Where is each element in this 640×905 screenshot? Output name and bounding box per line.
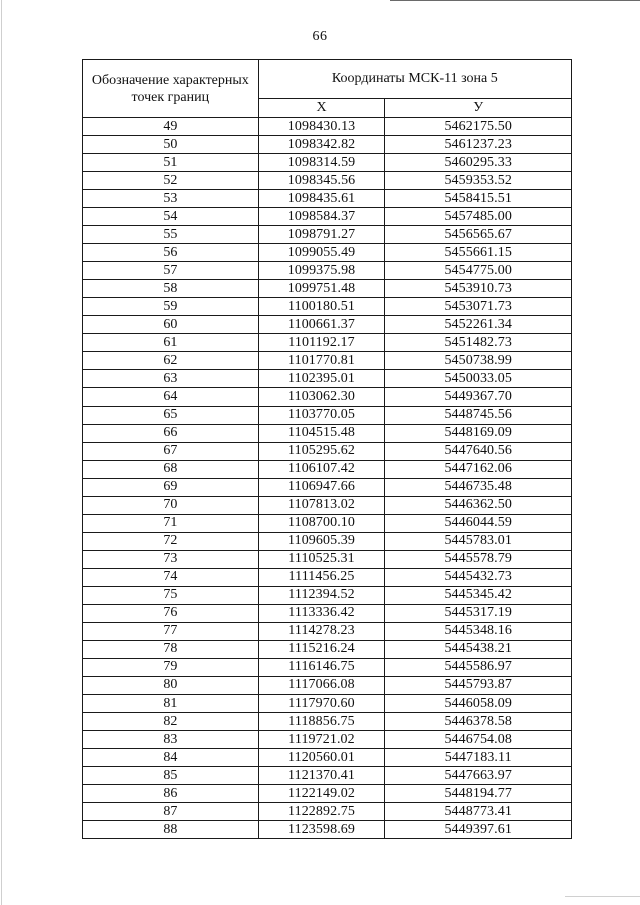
x-coordinate-cell: 1122892.75 (258, 803, 385, 821)
table-row (83, 172, 572, 190)
table-row (83, 731, 572, 749)
table-row (83, 622, 572, 640)
table-row (83, 713, 572, 731)
y-column-header: У (385, 98, 572, 117)
point-cell: 58 (83, 280, 259, 298)
table-row (83, 136, 572, 154)
y-coordinate-cell: 5461237.23 (385, 136, 572, 154)
table-row (83, 496, 572, 514)
y-coordinate-cell: 5451482.73 (385, 334, 572, 352)
table-row (83, 280, 572, 298)
x-coordinate-cell: 1118856.75 (258, 713, 385, 731)
point-cell: 77 (83, 622, 259, 640)
point-cell: 63 (83, 370, 259, 388)
table-row (83, 298, 572, 316)
point-cell: 88 (83, 821, 259, 839)
x-coordinate-cell: 1104515.48 (258, 424, 385, 442)
table-row (83, 568, 572, 586)
y-coordinate-cell: 5447183.11 (385, 749, 572, 767)
x-coordinate-cell: 1121370.41 (258, 767, 385, 785)
point-cell: 83 (83, 731, 259, 749)
x-coordinate-cell: 1103770.05 (258, 406, 385, 424)
y-coordinate-cell: 5445586.97 (385, 658, 572, 676)
point-cell: 78 (83, 640, 259, 658)
point-cell: 82 (83, 713, 259, 731)
table-row (83, 767, 572, 785)
y-coordinate-cell: 5448745.56 (385, 406, 572, 424)
x-coordinate-cell: 1116146.75 (258, 658, 385, 676)
point-cell: 74 (83, 568, 259, 586)
table-row (83, 460, 572, 478)
x-coordinate-cell: 1099751.48 (258, 280, 385, 298)
x-coordinate-cell: 1115216.24 (258, 640, 385, 658)
x-coordinate-cell: 1107813.02 (258, 496, 385, 514)
y-coordinate-cell: 5449367.70 (385, 388, 572, 406)
table-row (83, 352, 572, 370)
table-row (83, 604, 572, 622)
table-row (83, 785, 572, 803)
y-coordinate-cell: 5455661.15 (385, 244, 572, 262)
x-coordinate-cell: 1106947.66 (258, 478, 385, 496)
x-coordinate-cell: 1113336.42 (258, 604, 385, 622)
y-coordinate-cell: 5453071.73 (385, 298, 572, 316)
point-cell: 72 (83, 532, 259, 550)
y-coordinate-cell: 5445438.21 (385, 640, 572, 658)
table-row (83, 695, 572, 713)
y-coordinate-cell: 5453910.73 (385, 280, 572, 298)
x-coordinate-cell: 1100180.51 (258, 298, 385, 316)
scan-margin-line (1, 0, 2, 905)
point-cell: 62 (83, 352, 259, 370)
y-coordinate-cell: 5452261.34 (385, 316, 572, 334)
point-cell: 86 (83, 785, 259, 803)
y-coordinate-cell: 5448194.77 (385, 785, 572, 803)
x-coordinate-cell: 1108700.10 (258, 514, 385, 532)
coordinates-column-header: Координаты МСК-11 зона 5 (258, 60, 571, 99)
point-cell: 50 (83, 136, 259, 154)
table-row (83, 118, 572, 136)
x-coordinate-cell: 1103062.30 (258, 388, 385, 406)
table-body (83, 118, 572, 839)
y-coordinate-cell: 5447663.97 (385, 767, 572, 785)
x-coordinate-cell: 1123598.69 (258, 821, 385, 839)
point-cell: 71 (83, 514, 259, 532)
y-coordinate-cell: 5450738.99 (385, 352, 572, 370)
table-row (83, 370, 572, 388)
y-coordinate-cell: 5446754.08 (385, 731, 572, 749)
table-row (83, 334, 572, 352)
y-coordinate-cell: 5448169.09 (385, 424, 572, 442)
table-row (83, 676, 572, 694)
table-row (83, 640, 572, 658)
point-cell: 53 (83, 190, 259, 208)
y-coordinate-cell: 5448773.41 (385, 803, 572, 821)
x-column-header: X (258, 98, 385, 117)
x-coordinate-cell: 1099055.49 (258, 244, 385, 262)
point-cell: 49 (83, 118, 259, 136)
x-coordinate-cell: 1100661.37 (258, 316, 385, 334)
x-coordinate-cell: 1117066.08 (258, 676, 385, 694)
x-coordinate-cell: 1120560.01 (258, 749, 385, 767)
table-row (83, 749, 572, 767)
x-coordinate-cell: 1098584.37 (258, 208, 385, 226)
point-cell: 79 (83, 658, 259, 676)
scan-edge-line (565, 896, 640, 897)
x-coordinate-cell: 1111456.25 (258, 568, 385, 586)
x-coordinate-cell: 1109605.39 (258, 532, 385, 550)
table-row (83, 821, 572, 839)
x-coordinate-cell: 1101192.17 (258, 334, 385, 352)
y-coordinate-cell: 5445345.42 (385, 586, 572, 604)
x-coordinate-cell: 1098791.27 (258, 226, 385, 244)
x-coordinate-cell: 1112394.52 (258, 586, 385, 604)
point-cell: 59 (83, 298, 259, 316)
point-cell: 75 (83, 586, 259, 604)
point-cell: 70 (83, 496, 259, 514)
point-cell: 67 (83, 442, 259, 460)
table-row (83, 190, 572, 208)
table-header (83, 60, 572, 118)
table-row (83, 658, 572, 676)
x-coordinate-cell: 1101770.81 (258, 352, 385, 370)
point-cell: 80 (83, 676, 259, 694)
y-coordinate-cell: 5459353.52 (385, 172, 572, 190)
points-column-header: Обозначение характерных точек границ (83, 60, 259, 118)
y-coordinate-cell: 5447640.56 (385, 442, 572, 460)
point-cell: 69 (83, 478, 259, 496)
table-row (83, 514, 572, 532)
x-coordinate-cell: 1106107.42 (258, 460, 385, 478)
coordinates-table (82, 59, 572, 839)
point-cell: 55 (83, 226, 259, 244)
table-row (83, 532, 572, 550)
y-coordinate-cell: 5450033.05 (385, 370, 572, 388)
y-coordinate-cell: 5445793.87 (385, 676, 572, 694)
table-row (83, 208, 572, 226)
y-coordinate-cell: 5446058.09 (385, 695, 572, 713)
point-cell: 76 (83, 604, 259, 622)
point-cell: 54 (83, 208, 259, 226)
x-coordinate-cell: 1110525.31 (258, 550, 385, 568)
point-cell: 61 (83, 334, 259, 352)
table-row (83, 244, 572, 262)
y-coordinate-cell: 5445432.73 (385, 568, 572, 586)
point-cell: 85 (83, 767, 259, 785)
table-row (83, 388, 572, 406)
y-coordinate-cell: 5445783.01 (385, 532, 572, 550)
x-coordinate-cell: 1098314.59 (258, 154, 385, 172)
point-cell: 68 (83, 460, 259, 478)
point-cell: 51 (83, 154, 259, 172)
y-coordinate-cell: 5445348.16 (385, 622, 572, 640)
x-coordinate-cell: 1102395.01 (258, 370, 385, 388)
y-coordinate-cell: 5460295.33 (385, 154, 572, 172)
y-coordinate-cell: 5449397.61 (385, 821, 572, 839)
y-coordinate-cell: 5446735.48 (385, 478, 572, 496)
x-coordinate-cell: 1114278.23 (258, 622, 385, 640)
point-cell: 60 (83, 316, 259, 334)
table-row (83, 316, 572, 334)
point-cell: 52 (83, 172, 259, 190)
table-row (83, 154, 572, 172)
table-row (83, 442, 572, 460)
page-number: 66 (312, 29, 328, 44)
scan-edge-line (390, 0, 640, 1)
point-cell: 81 (83, 695, 259, 713)
table-row (83, 478, 572, 496)
y-coordinate-cell: 5446362.50 (385, 496, 572, 514)
table-row (83, 262, 572, 280)
point-cell: 56 (83, 244, 259, 262)
x-coordinate-cell: 1099375.98 (258, 262, 385, 280)
x-coordinate-cell: 1098435.61 (258, 190, 385, 208)
y-coordinate-cell: 5446378.58 (385, 713, 572, 731)
table-row (83, 586, 572, 604)
x-coordinate-cell: 1105295.62 (258, 442, 385, 460)
point-cell: 57 (83, 262, 259, 280)
y-coordinate-cell: 5447162.06 (385, 460, 572, 478)
point-cell: 84 (83, 749, 259, 767)
y-coordinate-cell: 5458415.51 (385, 190, 572, 208)
y-coordinate-cell: 5457485.00 (385, 208, 572, 226)
x-coordinate-cell: 1098345.56 (258, 172, 385, 190)
y-coordinate-cell: 5462175.50 (385, 118, 572, 136)
x-coordinate-cell: 1117970.60 (258, 695, 385, 713)
point-cell: 73 (83, 550, 259, 568)
x-coordinate-cell: 1119721.02 (258, 731, 385, 749)
x-coordinate-cell: 1098430.13 (258, 118, 385, 136)
x-coordinate-cell: 1122149.02 (258, 785, 385, 803)
table-row (83, 226, 572, 244)
y-coordinate-cell: 5445578.79 (385, 550, 572, 568)
table-row (83, 803, 572, 821)
point-cell: 65 (83, 406, 259, 424)
point-cell: 66 (83, 424, 259, 442)
table-row (83, 424, 572, 442)
x-coordinate-cell: 1098342.82 (258, 136, 385, 154)
table-row (83, 550, 572, 568)
y-coordinate-cell: 5456565.67 (385, 226, 572, 244)
table-row (83, 406, 572, 424)
point-cell: 87 (83, 803, 259, 821)
y-coordinate-cell: 5454775.00 (385, 262, 572, 280)
y-coordinate-cell: 5445317.19 (385, 604, 572, 622)
point-cell: 64 (83, 388, 259, 406)
y-coordinate-cell: 5446044.59 (385, 514, 572, 532)
